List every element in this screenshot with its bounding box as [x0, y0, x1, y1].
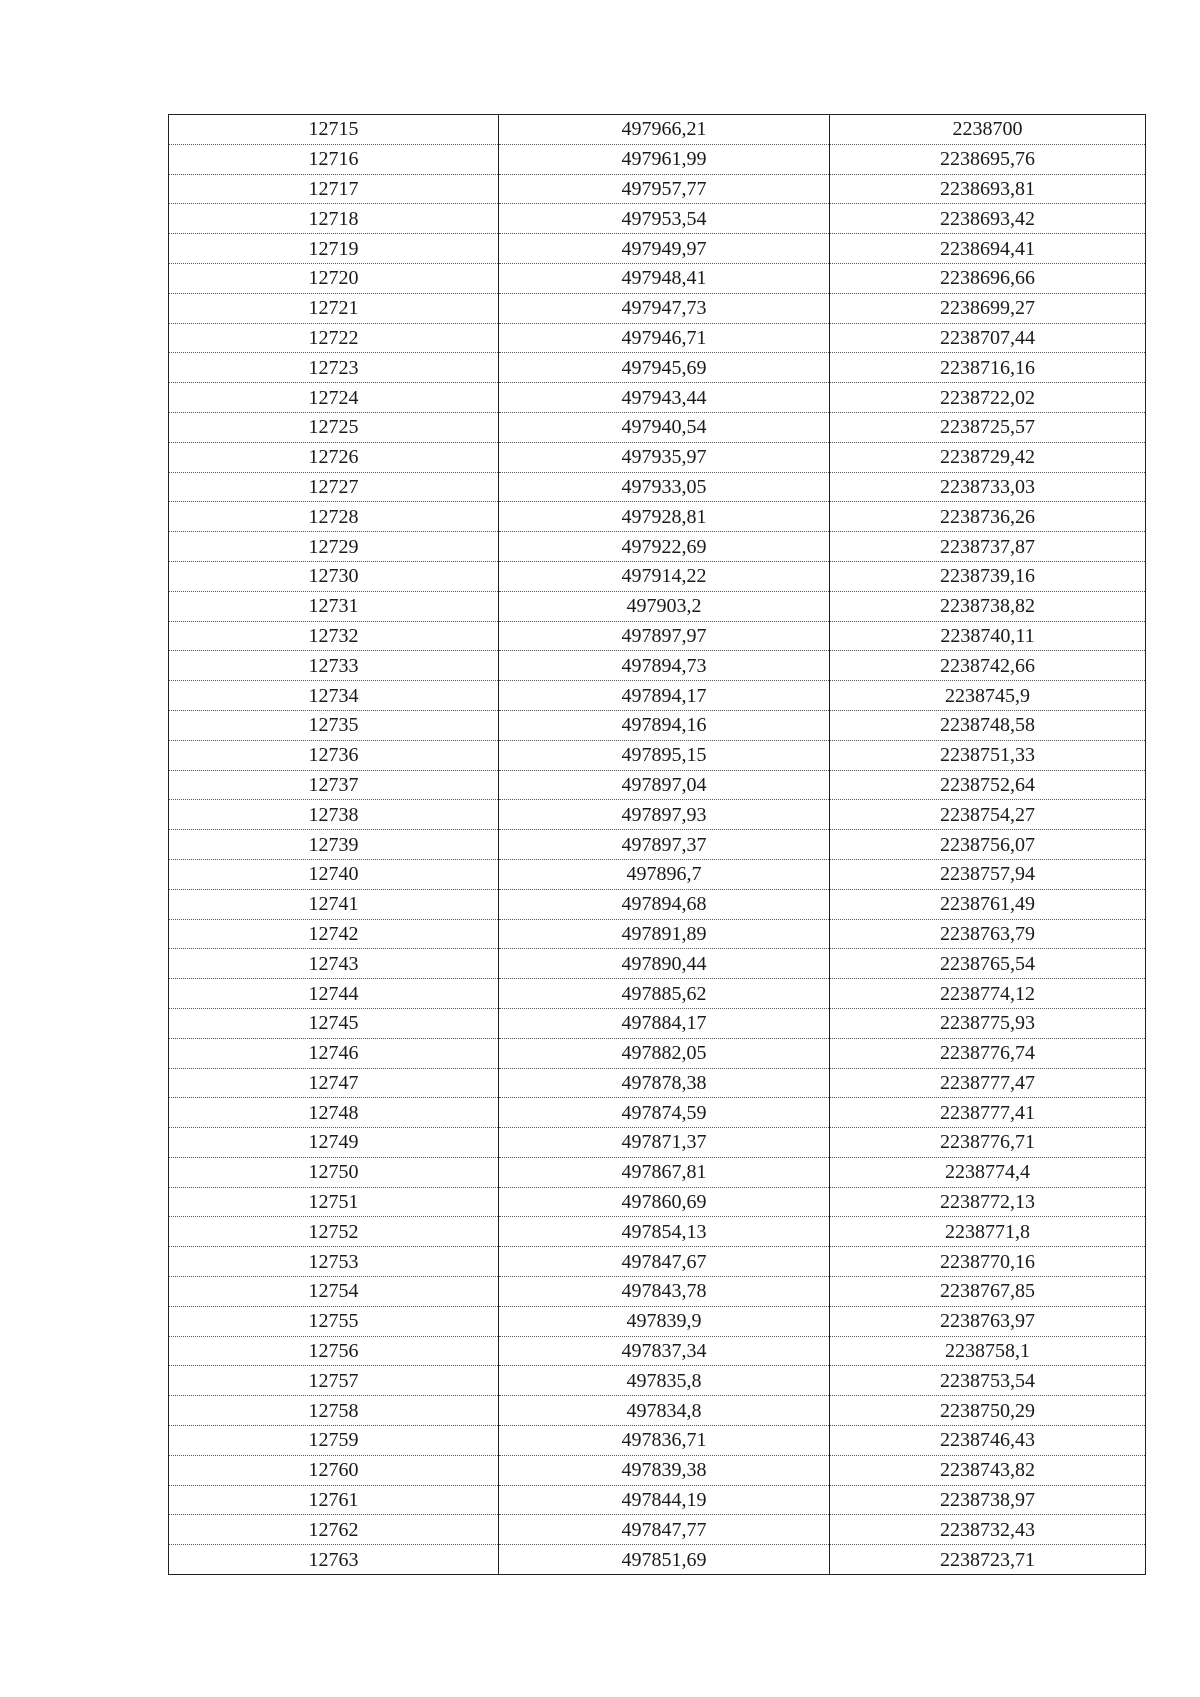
table-row [169, 353, 1146, 383]
table-row [169, 234, 1146, 264]
y-coordinate-cell: 2238774,4 [830, 1157, 1146, 1187]
table-row [169, 889, 1146, 919]
table-row [169, 1217, 1146, 1247]
table-row [169, 1038, 1146, 1068]
table-row [169, 442, 1146, 472]
table-row [169, 591, 1146, 621]
y-coordinate-cell: 2238776,71 [830, 1128, 1146, 1158]
x-coordinate-cell: 497867,81 [499, 1157, 830, 1187]
y-coordinate-cell: 2238693,42 [830, 204, 1146, 234]
x-coordinate-cell: 497966,21 [499, 115, 830, 145]
x-coordinate-cell: 497836,71 [499, 1426, 830, 1456]
point-number-cell: 12735 [169, 710, 499, 740]
point-number-cell: 12728 [169, 502, 499, 532]
point-number-cell: 12756 [169, 1336, 499, 1366]
x-coordinate-cell: 497894,16 [499, 710, 830, 740]
table-row [169, 651, 1146, 681]
y-coordinate-cell: 2238732,43 [830, 1515, 1146, 1545]
y-coordinate-cell: 2238765,54 [830, 949, 1146, 979]
y-coordinate-cell: 2238723,71 [830, 1545, 1146, 1575]
point-number-cell: 12761 [169, 1485, 499, 1515]
y-coordinate-cell: 2238737,87 [830, 532, 1146, 562]
point-number-cell: 12740 [169, 859, 499, 889]
point-number-cell: 12749 [169, 1128, 499, 1158]
table-row [169, 532, 1146, 562]
y-coordinate-cell: 2238725,57 [830, 412, 1146, 442]
x-coordinate-cell: 497940,54 [499, 412, 830, 442]
x-coordinate-cell: 497897,97 [499, 621, 830, 651]
table-row [169, 1366, 1146, 1396]
x-coordinate-cell: 497835,8 [499, 1366, 830, 1396]
table-row [169, 293, 1146, 323]
y-coordinate-cell: 2238748,58 [830, 710, 1146, 740]
y-coordinate-cell: 2238743,82 [830, 1455, 1146, 1485]
point-number-cell: 12722 [169, 323, 499, 353]
y-coordinate-cell: 2238695,76 [830, 144, 1146, 174]
point-number-cell: 12725 [169, 412, 499, 442]
x-coordinate-cell: 497943,44 [499, 383, 830, 413]
table-row [169, 1157, 1146, 1187]
y-coordinate-cell: 2238763,97 [830, 1306, 1146, 1336]
y-coordinate-cell: 2238739,16 [830, 561, 1146, 591]
point-number-cell: 12732 [169, 621, 499, 651]
y-coordinate-cell: 2238777,47 [830, 1068, 1146, 1098]
point-number-cell: 12716 [169, 144, 499, 174]
point-number-cell: 12751 [169, 1187, 499, 1217]
table-row [169, 1247, 1146, 1277]
table-row [169, 561, 1146, 591]
point-number-cell: 12758 [169, 1396, 499, 1426]
y-coordinate-cell: 2238736,26 [830, 502, 1146, 532]
point-number-cell: 12747 [169, 1068, 499, 1098]
table-row [169, 472, 1146, 502]
point-number-cell: 12724 [169, 383, 499, 413]
table-row [169, 1008, 1146, 1038]
y-coordinate-cell: 2238696,66 [830, 263, 1146, 293]
x-coordinate-cell: 497897,37 [499, 830, 830, 860]
table-row [169, 859, 1146, 889]
point-number-cell: 12743 [169, 949, 499, 979]
table-row [169, 1068, 1146, 1098]
point-number-cell: 12763 [169, 1545, 499, 1575]
x-coordinate-cell: 497885,62 [499, 979, 830, 1009]
point-number-cell: 12757 [169, 1366, 499, 1396]
y-coordinate-cell: 2238699,27 [830, 293, 1146, 323]
table-row [169, 1187, 1146, 1217]
x-coordinate-cell: 497894,73 [499, 651, 830, 681]
table-row [169, 1455, 1146, 1485]
x-coordinate-cell: 497957,77 [499, 174, 830, 204]
x-coordinate-cell: 497851,69 [499, 1545, 830, 1575]
x-coordinate-cell: 497878,38 [499, 1068, 830, 1098]
y-coordinate-cell: 2238722,02 [830, 383, 1146, 413]
x-coordinate-cell: 497945,69 [499, 353, 830, 383]
y-coordinate-cell: 2238752,64 [830, 770, 1146, 800]
table-row [169, 1277, 1146, 1307]
point-number-cell: 12750 [169, 1157, 499, 1187]
table-row [169, 174, 1146, 204]
y-coordinate-cell: 2238756,07 [830, 830, 1146, 860]
point-number-cell: 12718 [169, 204, 499, 234]
y-coordinate-cell: 2238772,13 [830, 1187, 1146, 1217]
x-coordinate-cell: 497935,97 [499, 442, 830, 472]
point-number-cell: 12753 [169, 1247, 499, 1277]
y-coordinate-cell: 2238775,93 [830, 1008, 1146, 1038]
x-coordinate-cell: 497896,7 [499, 859, 830, 889]
table-row [169, 1306, 1146, 1336]
point-number-cell: 12760 [169, 1455, 499, 1485]
y-coordinate-cell: 2238758,1 [830, 1336, 1146, 1366]
table-row [169, 204, 1146, 234]
table-row [169, 1515, 1146, 1545]
x-coordinate-cell: 497949,97 [499, 234, 830, 264]
y-coordinate-cell: 2238777,41 [830, 1098, 1146, 1128]
y-coordinate-cell: 2238776,74 [830, 1038, 1146, 1068]
x-coordinate-cell: 497922,69 [499, 532, 830, 562]
y-coordinate-cell: 2238700 [830, 115, 1146, 145]
point-number-cell: 12727 [169, 472, 499, 502]
x-coordinate-cell: 497953,54 [499, 204, 830, 234]
point-number-cell: 12723 [169, 353, 499, 383]
x-coordinate-cell: 497903,2 [499, 591, 830, 621]
coordinate-table [168, 114, 1146, 1575]
table-row [169, 681, 1146, 711]
x-coordinate-cell: 497933,05 [499, 472, 830, 502]
x-coordinate-cell: 497839,9 [499, 1306, 830, 1336]
table-row [169, 830, 1146, 860]
point-number-cell: 12741 [169, 889, 499, 919]
y-coordinate-cell: 2238754,27 [830, 800, 1146, 830]
point-number-cell: 12730 [169, 561, 499, 591]
table-row [169, 1396, 1146, 1426]
table-row [169, 621, 1146, 651]
point-number-cell: 12719 [169, 234, 499, 264]
y-coordinate-cell: 2238761,49 [830, 889, 1146, 919]
point-number-cell: 12744 [169, 979, 499, 1009]
x-coordinate-cell: 497897,93 [499, 800, 830, 830]
y-coordinate-cell: 2238738,82 [830, 591, 1146, 621]
table-row [169, 740, 1146, 770]
y-coordinate-cell: 2238746,43 [830, 1426, 1146, 1456]
table-row [169, 1426, 1146, 1456]
table-row [169, 502, 1146, 532]
y-coordinate-cell: 2238767,85 [830, 1277, 1146, 1307]
table-row [169, 1485, 1146, 1515]
x-coordinate-cell: 497843,78 [499, 1277, 830, 1307]
x-coordinate-cell: 497946,71 [499, 323, 830, 353]
y-coordinate-cell: 2238716,16 [830, 353, 1146, 383]
y-coordinate-cell: 2238707,44 [830, 323, 1146, 353]
x-coordinate-cell: 497928,81 [499, 502, 830, 532]
point-number-cell: 12737 [169, 770, 499, 800]
y-coordinate-cell: 2238738,97 [830, 1485, 1146, 1515]
x-coordinate-cell: 497844,19 [499, 1485, 830, 1515]
point-number-cell: 12715 [169, 115, 499, 145]
point-number-cell: 12759 [169, 1426, 499, 1456]
point-number-cell: 12748 [169, 1098, 499, 1128]
point-number-cell: 12742 [169, 919, 499, 949]
table-row [169, 383, 1146, 413]
table-row [169, 1128, 1146, 1158]
y-coordinate-cell: 2238750,29 [830, 1396, 1146, 1426]
point-number-cell: 12746 [169, 1038, 499, 1068]
table-row [169, 919, 1146, 949]
table-row [169, 412, 1146, 442]
table-row [169, 770, 1146, 800]
x-coordinate-cell: 497837,34 [499, 1336, 830, 1366]
x-coordinate-cell: 497891,89 [499, 919, 830, 949]
y-coordinate-cell: 2238751,33 [830, 740, 1146, 770]
table-row [169, 949, 1146, 979]
y-coordinate-cell: 2238771,8 [830, 1217, 1146, 1247]
table-row [169, 144, 1146, 174]
y-coordinate-cell: 2238733,03 [830, 472, 1146, 502]
y-coordinate-cell: 2238729,42 [830, 442, 1146, 472]
y-coordinate-cell: 2238763,79 [830, 919, 1146, 949]
x-coordinate-cell: 497882,05 [499, 1038, 830, 1068]
point-number-cell: 12762 [169, 1515, 499, 1545]
x-coordinate-cell: 497890,44 [499, 949, 830, 979]
table-row [169, 323, 1146, 353]
x-coordinate-cell: 497860,69 [499, 1187, 830, 1217]
point-number-cell: 12755 [169, 1306, 499, 1336]
x-coordinate-cell: 497947,73 [499, 293, 830, 323]
point-number-cell: 12720 [169, 263, 499, 293]
table-row [169, 263, 1146, 293]
table-row [169, 979, 1146, 1009]
y-coordinate-cell: 2238774,12 [830, 979, 1146, 1009]
x-coordinate-cell: 497839,38 [499, 1455, 830, 1485]
point-number-cell: 12752 [169, 1217, 499, 1247]
y-coordinate-cell: 2238742,66 [830, 651, 1146, 681]
point-number-cell: 12745 [169, 1008, 499, 1038]
x-coordinate-cell: 497847,77 [499, 1515, 830, 1545]
x-coordinate-cell: 497894,68 [499, 889, 830, 919]
point-number-cell: 12736 [169, 740, 499, 770]
y-coordinate-cell: 2238745,9 [830, 681, 1146, 711]
table-row [169, 710, 1146, 740]
coordinate-table-body [169, 115, 1146, 1575]
point-number-cell: 12754 [169, 1277, 499, 1307]
table-row [169, 1336, 1146, 1366]
x-coordinate-cell: 497895,15 [499, 740, 830, 770]
point-number-cell: 12731 [169, 591, 499, 621]
x-coordinate-cell: 497894,17 [499, 681, 830, 711]
x-coordinate-cell: 497847,67 [499, 1247, 830, 1277]
point-number-cell: 12739 [169, 830, 499, 860]
y-coordinate-cell: 2238694,41 [830, 234, 1146, 264]
y-coordinate-cell: 2238757,94 [830, 859, 1146, 889]
x-coordinate-cell: 497854,13 [499, 1217, 830, 1247]
x-coordinate-cell: 497834,8 [499, 1396, 830, 1426]
point-number-cell: 12738 [169, 800, 499, 830]
point-number-cell: 12717 [169, 174, 499, 204]
x-coordinate-cell: 497948,41 [499, 263, 830, 293]
y-coordinate-cell: 2238770,16 [830, 1247, 1146, 1277]
point-number-cell: 12734 [169, 681, 499, 711]
point-number-cell: 12721 [169, 293, 499, 323]
x-coordinate-cell: 497897,04 [499, 770, 830, 800]
point-number-cell: 12729 [169, 532, 499, 562]
x-coordinate-cell: 497961,99 [499, 144, 830, 174]
table-row [169, 1098, 1146, 1128]
y-coordinate-cell: 2238740,11 [830, 621, 1146, 651]
table-row [169, 800, 1146, 830]
table-row [169, 1545, 1146, 1575]
point-number-cell: 12726 [169, 442, 499, 472]
x-coordinate-cell: 497914,22 [499, 561, 830, 591]
x-coordinate-cell: 497884,17 [499, 1008, 830, 1038]
x-coordinate-cell: 497871,37 [499, 1128, 830, 1158]
y-coordinate-cell: 2238753,54 [830, 1366, 1146, 1396]
y-coordinate-cell: 2238693,81 [830, 174, 1146, 204]
x-coordinate-cell: 497874,59 [499, 1098, 830, 1128]
point-number-cell: 12733 [169, 651, 499, 681]
table-row [169, 115, 1146, 145]
